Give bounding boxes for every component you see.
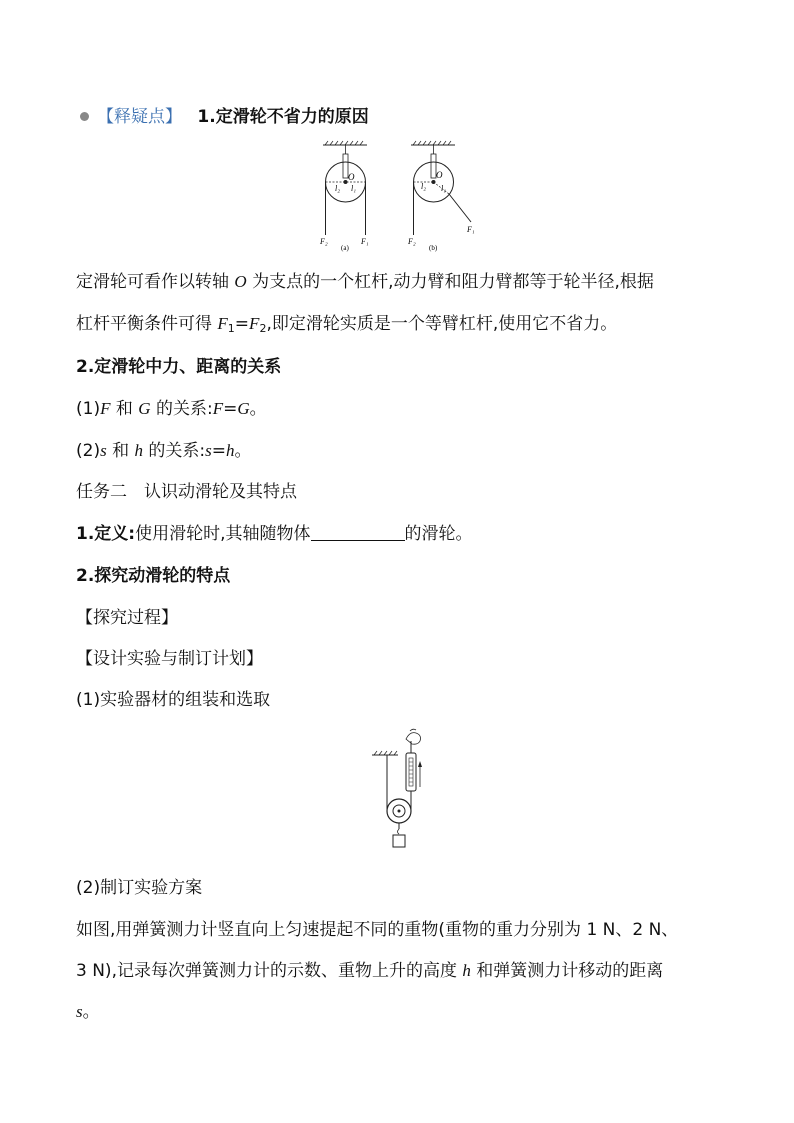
label-b: (b)	[429, 244, 438, 252]
force-f2-b: F₂	[408, 237, 416, 246]
label-a: (a)	[341, 244, 349, 252]
pulley-b	[407, 141, 475, 252]
header-title: 1.定滑轮不省力的原因	[197, 107, 369, 127]
para1-line2: 杠杆平衡条件可得 $F_1=F_2$,即定滑轮实质是一个等臂杠杆,使用它不省力。	[76, 314, 618, 335]
para2-line1: 如图,用弹簧测力计竖直向上匀速提起不同的重物(重物的重力分别为 1 N、2 N、	[76, 920, 679, 940]
pivot-label-b: O	[436, 170, 443, 180]
process-label: 【探究过程】	[76, 608, 178, 628]
fixed-pulley-figure	[315, 140, 495, 252]
para1-line1: 定滑轮可看作以转轴 O 为支点的一个杠杆,动力臂和阻力臂都等于轮半径,根据	[76, 272, 654, 292]
pulley-a	[319, 141, 369, 252]
para2-line3: s。	[76, 1002, 100, 1022]
arm-l1-a: l₁	[351, 184, 357, 193]
relation-f-g: (1)F 和 G 的关系:F=G。	[76, 399, 267, 419]
arm-l2-a: l₂	[335, 184, 341, 193]
definition-label: 1.定义:	[76, 524, 136, 544]
fill-in-blank[interactable]	[311, 522, 405, 541]
section2-title: 2.定滑轮中力、距离的关系	[76, 357, 282, 377]
equipment-text: (1)实验器材的组装和选取	[76, 690, 271, 710]
pivot-o: O	[234, 272, 247, 291]
header-tag: 【释疑点】	[97, 107, 182, 127]
plan-text: (2)制订实验方案	[76, 878, 203, 898]
design-label: 【设计实验与制订计划】	[76, 649, 263, 669]
definition: 1.定义:使用滑轮时,其轴随物体 的滑轮。	[76, 524, 473, 544]
task2-title: 任务二 认识动滑轮及其特点	[76, 482, 297, 502]
movable-pulley-figure	[370, 725, 440, 850]
force-f2-a: F₂	[320, 237, 328, 246]
arm-l1-b: l₁	[441, 184, 447, 193]
bullet-icon	[80, 112, 89, 121]
force-f1-b: F₁	[467, 225, 475, 234]
relation-s-h: (2)s 和 h 的关系:s=h。	[76, 441, 252, 461]
arm-l2-b: l₂	[421, 182, 427, 191]
pivot-label-a: O	[348, 172, 355, 182]
explore-title: 2.探究动滑轮的特点	[76, 566, 231, 586]
section-header	[80, 105, 369, 129]
para2-line2: 3 N),记录每次弹簧测力计的示数、重物上升的高度 h 和弹簧测力计移动的距离	[76, 961, 664, 981]
force-f1-a: F₁	[361, 237, 369, 246]
